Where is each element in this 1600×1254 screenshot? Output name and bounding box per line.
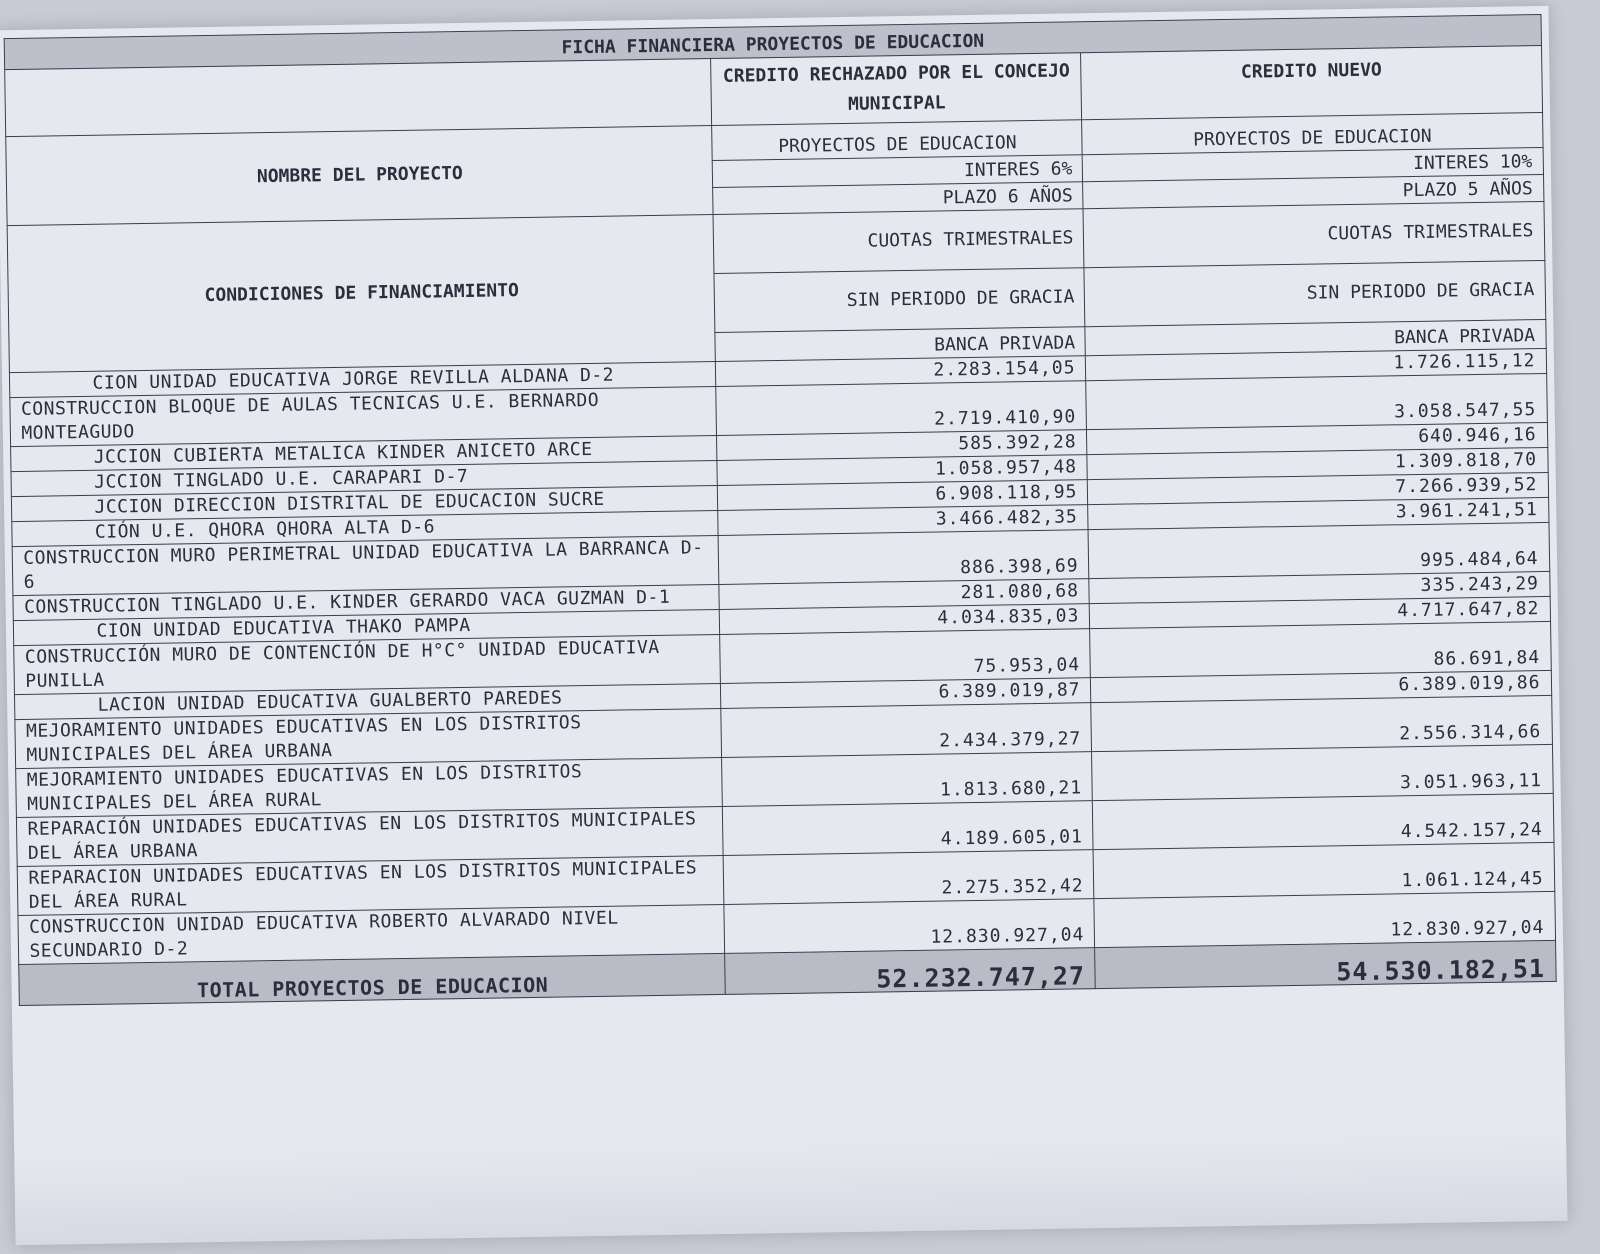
total-amount-b: 54.530.182,51	[1095, 940, 1556, 988]
project-name: REPARACION UNIDADES EDUCATIVAS EN LOS DISTRITOS MUNICIPALES DEL ÁREA RURAL	[18, 855, 725, 915]
amount-b: 2.556.314,66	[1091, 695, 1552, 751]
total-amount-a: 52.232.747,27	[725, 948, 1096, 995]
blank-header-cell	[5, 59, 712, 137]
amount-b: 1.061.124,45	[1094, 842, 1555, 898]
amount-b: 3.058.547,55	[1086, 373, 1547, 429]
amount-a: 2.275.352,42	[724, 850, 1095, 905]
amount-b: 995.484,64	[1089, 522, 1550, 578]
cond-b-2: PLAZO 5 AÑOS	[1083, 174, 1543, 208]
amount-a: 4.034.835,03	[720, 604, 1090, 635]
amount-b: 7.266.939,52	[1088, 472, 1548, 504]
project-name-header: NOMBRE DEL PROYECTO	[6, 126, 713, 226]
amount-a: 12.830.927,04	[724, 899, 1095, 954]
cond-b-4: SIN PERIODO DE GRACIA	[1084, 260, 1545, 326]
amount-a: 2.434.379,27	[721, 703, 1092, 758]
amount-b: 3.961.241,51	[1088, 497, 1548, 529]
financial-table	[4, 14, 1556, 1006]
amount-b: 12.830.927,04	[1094, 891, 1555, 947]
document-title: FICHA FINANCIERA PROYECTOS DE EDUCACION	[5, 15, 1541, 70]
project-name: CONSTRUCCION UNIDAD EDUCATIVA ROBERTO ALVARADO NIVEL SECUNDARIO D-2	[18, 904, 725, 964]
project-name: JCCION TINGLADO U.E. CARAPARI D-7	[11, 460, 717, 496]
amount-a: 4.189.605,01	[723, 801, 1094, 856]
amount-a: 281.080,68	[719, 579, 1089, 610]
project-name: LACION UNIDAD EDUCATIVA GUALBERTO PAREDES	[15, 683, 721, 719]
project-name: CION UNIDAD EDUCATIVA JORGE REVILLA ALDANA D-2	[10, 362, 716, 398]
total-label: TOTAL PROYECTOS DE EDUCACION	[19, 953, 726, 1005]
amount-a: 6.389.019,87	[721, 678, 1091, 709]
document-page	[0, 6, 1567, 1245]
amount-b: 6.389.019,86	[1091, 670, 1551, 702]
financing-conditions-header: CONDICIONES DE FINANCIAMIENTO	[8, 215, 716, 373]
cond-a-2: PLAZO 6 AÑOS	[713, 182, 1083, 215]
cond-a-4: SIN PERIODO DE GRACIA	[714, 268, 1085, 333]
amount-b: 1.309.818,70	[1087, 447, 1547, 479]
project-name: CION UNIDAD EDUCATIVA THAKO PAMPA	[14, 609, 720, 645]
project-name: MEJORAMIENTO UNIDADES EDUCATIVAS EN LOS DISTRITOS MUNICIPALES DEL ÁREA RURAL	[16, 757, 723, 817]
amount-a: 2.719.410,90	[716, 381, 1087, 436]
amount-b: 335.243,29	[1089, 571, 1549, 603]
cond-a-1: INTERES 6%	[713, 155, 1083, 188]
amount-b: 4.542.157,24	[1093, 793, 1554, 849]
amount-b: 1.726.115,12	[1086, 348, 1546, 380]
amount-a: 1.058.957,48	[717, 455, 1087, 486]
cond-b-5: BANCA PRIVADA	[1085, 319, 1545, 355]
amount-a: 6.908.118,95	[718, 480, 1088, 511]
project-name: REPARACIÓN UNIDADES EDUCATIVAS EN LOS DISTRITOS MUNICIPALES DEL ÁREA URBANA	[17, 806, 724, 866]
project-name: JCCION CUBIERTA METALICA KINDER ANICETO ARCE	[11, 435, 717, 471]
cond-a-3: CUOTAS TRIMESTRALES	[714, 209, 1085, 274]
amount-a: 585.392,28	[717, 430, 1087, 461]
amount-b: 86.691,84	[1090, 621, 1551, 677]
project-name: CONSTRUCCION TINGLADO U.E. KINDER GERARDO VACA GUZMAN D-1	[13, 584, 719, 620]
project-name: MEJORAMIENTO UNIDADES EDUCATIVAS EN LOS DISTRITOS MUNICIPALES DEL ÁREA URBANA	[15, 708, 722, 768]
amount-a: 886.398,69	[719, 530, 1090, 585]
project-name: JCCION DIRECCION DISTRITAL DE EDUCACION SUCRE	[12, 485, 718, 521]
amount-a: 1.813.680,21	[722, 752, 1093, 807]
amount-a: 75.953,04	[720, 629, 1091, 684]
page-shadow	[14, 1131, 1567, 1245]
cond-b-0: PROYECTOS DE EDUCACION	[1082, 112, 1543, 154]
amount-a: 2.283.154,05	[716, 356, 1086, 387]
project-name: CONSTRUCCION MURO PERIMETRAL UNIDAD EDUCATIVA LA BARRANCA D-6	[13, 535, 720, 595]
header-col-a: CREDITO RECHAZADO POR EL CONCEJO MUNICIPAL	[711, 53, 1082, 126]
amount-a: 3.466.482,35	[718, 505, 1088, 536]
cond-b-1: INTERES 10%	[1083, 147, 1543, 181]
amount-b: 4.717.647,82	[1090, 596, 1550, 628]
cond-a-5: BANCA PRIVADA	[715, 327, 1085, 362]
header-col-b: CREDITO NUEVO	[1081, 46, 1542, 120]
amount-b: 640.946,16	[1087, 422, 1547, 454]
project-name: CONSTRUCCION BLOQUE DE AULAS TECNICAS U.E. BERNARDO MONTEAGUDO	[10, 387, 717, 447]
project-name: CONSTRUCCIÓN MURO DE CONTENCIÓN DE H°C° UNIDAD EDUCATIVA PUNILLA	[14, 634, 721, 694]
project-name: CIÓN U.E. QHORA QHORA ALTA D-6	[12, 510, 718, 546]
cond-b-3: CUOTAS TRIMESTRALES	[1083, 201, 1544, 267]
amount-b: 3.051.963,11	[1092, 744, 1553, 800]
cond-a-0: PROYECTOS DE EDUCACION	[712, 120, 1083, 161]
